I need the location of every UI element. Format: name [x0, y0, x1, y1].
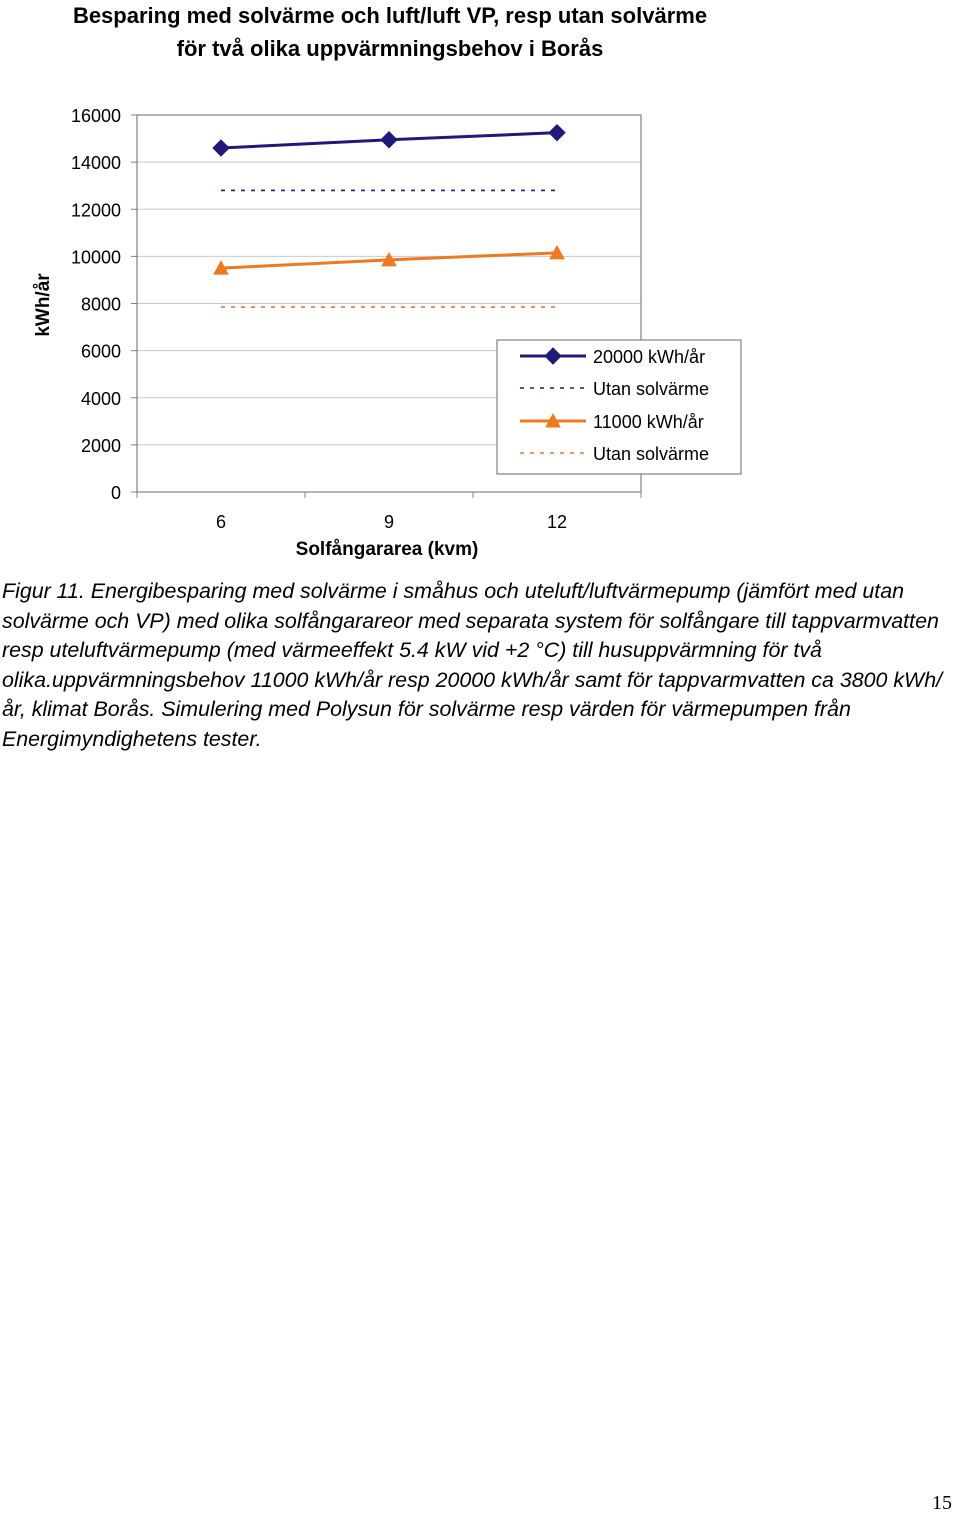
x-tick-label: 6: [215, 512, 227, 532]
data-point: [549, 125, 565, 141]
x-axis-label: Solfångararea (kvm): [295, 539, 479, 560]
series-3: [214, 246, 564, 274]
legend-label: 11000 kWh/år: [593, 412, 704, 432]
y-tick-label: 14000: [70, 153, 121, 174]
series-group: [213, 125, 565, 307]
legend-label: Utan solvärme: [593, 379, 710, 399]
data-point: [213, 140, 229, 156]
y-tick-label: 4000: [80, 388, 121, 409]
y-tick-label: 8000: [80, 294, 121, 315]
y-tick-label: 16000: [70, 106, 121, 126]
y-tick-label: 12000: [70, 200, 121, 221]
x-tick-label: 12: [546, 512, 568, 532]
page-number: 15: [932, 1492, 952, 1514]
series-1: [213, 125, 565, 156]
y-tick-label: 2000: [80, 435, 121, 456]
y-tick-label: 0: [110, 483, 121, 503]
y-tick-label: 10000: [70, 247, 121, 268]
y-tick-label: 6000: [80, 341, 121, 362]
figure-caption: Figur 11. Energibesparing med solvärme i småhus och uteluft/luftvärmepump (jämfört med utan solvärme och VP) med olika solfångarareor med separata system för solfångare till tappvarmvatten resp uteluftvärmepump (med värmeeffekt 5.4 kW vid +2 °C) till husuppvärmning för två olika.uppvärmningsbehov 11000 kWh/år resp 20000 kWh/år samt för tappvarmvatten ca 3800 kWh/år, klimat Borås. Simulering med Polysun för solvärme resp värden för värmepumpen från Energimyndighetens tester.: [2, 579, 943, 751]
x-tick-label: 9: [383, 512, 395, 532]
y-axis-label: kWh/år: [33, 273, 54, 337]
legend-label: Utan solvärme: [593, 444, 710, 464]
legend-label: 20000 kWh/år: [593, 347, 706, 367]
legend: [497, 340, 741, 474]
chart-title: Besparing med solvärme och luft/luft VP, resp utan solvärme för två olika uppvärmningsbehov i Borås: [72, 3, 708, 61]
line-chart: [0, 0, 960, 570]
data-point: [381, 132, 397, 148]
